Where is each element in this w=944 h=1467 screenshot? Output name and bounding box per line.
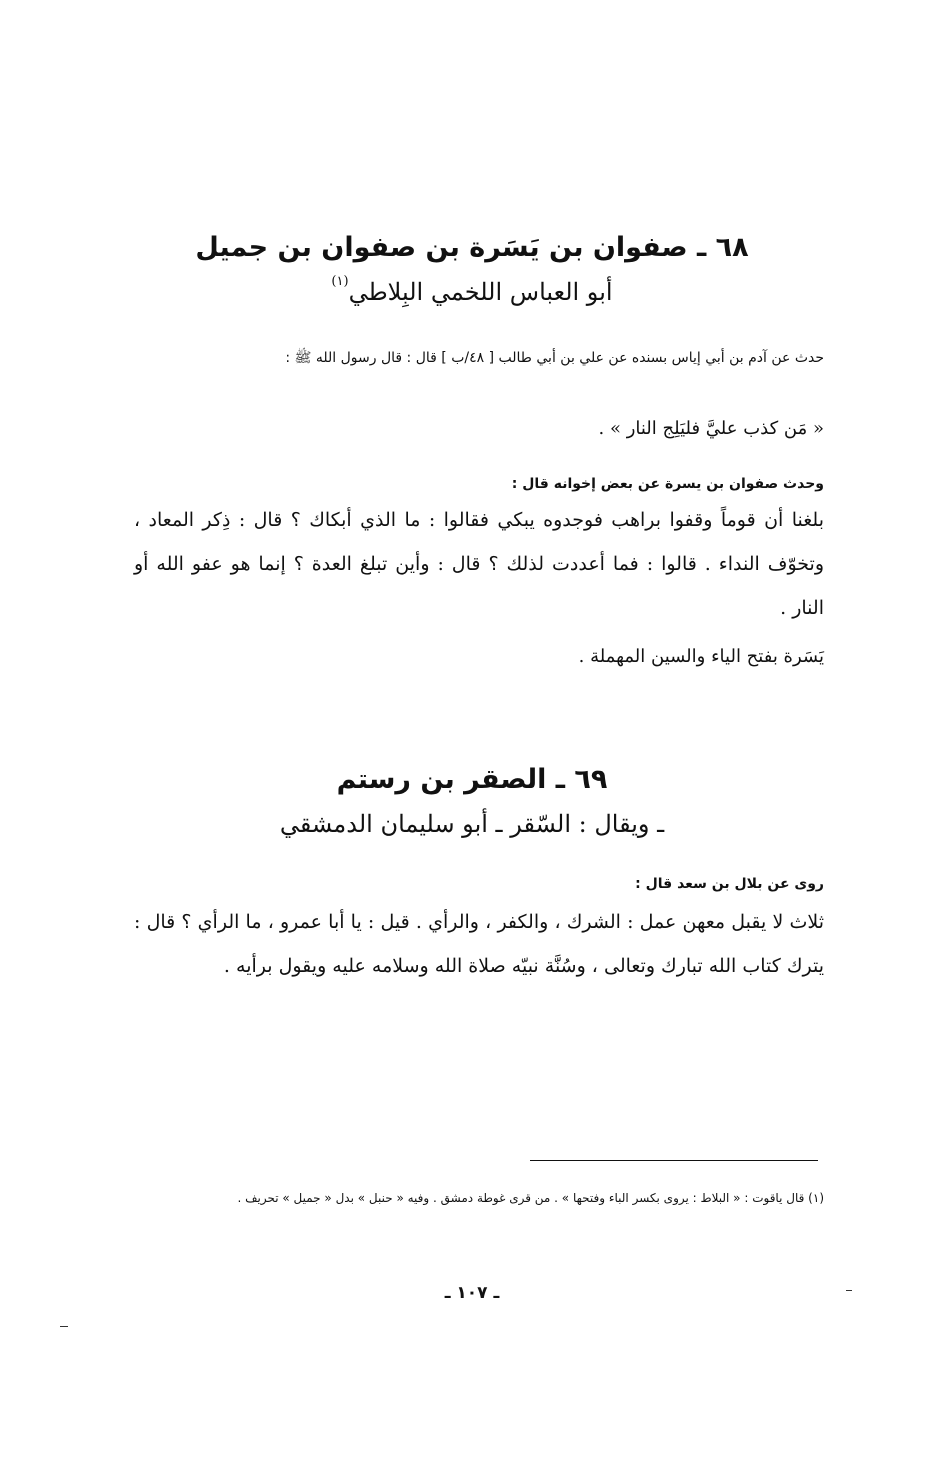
entry-68-title-text: ٦٨ ـ صفوان بن يَسَرة بن صفوان بن جميل <box>195 232 749 263</box>
entry-68-narration: حدث عن آدم بن أبي إياس بسنده عن علي بن أبي طالب [ ٤٨/ب ] قال : قال رسول الله ﷺ : <box>285 350 824 366</box>
footnote-1: (١) قال ياقوت : « البلاط : يروى بكسر الباء وفتحها » . من قرى غوطة دمشق . وفيه « حنبل » بدل « جميل » تحريف . <box>237 1191 824 1205</box>
entry-68-story: بلغنا أن قوماً وقفوا براهب فوجدوه يبكي فقالوا : ما الذي أبكاك ؟ قال : ذِكر المعاد ، وتخوّف النداء . قالوا : فما أعددت لذلك ؟ قال : وأين تبلغ العدة ؟ إنما هو عفو الله أو النار . <box>134 509 824 619</box>
entry-68-subtitle <box>0 274 944 306</box>
entry-69-subtitle <box>0 810 944 838</box>
entry-69-subtitle-text: ـ ويقال : السّقر ـ أبو سليمان الدمشقي <box>279 810 665 838</box>
entry-69-text: ثلاث لا يقبل معهن عمل : الشرك ، والكفر ، والرأي . قيل : يا أبا عمرو ، ما الرأي ؟ قال : يترك كتاب الله تبارك وتعالى ، وسُنَّة نبيّه صلاة الله وسلامه عليه ويقول برأيه . <box>134 911 824 977</box>
footnote-separator <box>530 1160 818 1161</box>
entry-68-subtitle-text: أبو العباس اللخمي البِلاطي <box>348 278 613 306</box>
entry-69-title-text: ٦٩ ـ الصقر بن رستم <box>336 764 608 795</box>
entry-68-hadith: « مَن كذب عليَّ فليَلِج النار » . <box>598 418 824 439</box>
entry-68-note: يَسَرة بفتح الياء والسين المهملة . <box>578 646 824 667</box>
entry-68-second-isnad: وحدث صفوان بن يسرة عن بعض إخوانه قال : <box>511 476 824 492</box>
entry-68-title <box>0 232 944 263</box>
footnote-marker[interactable]: (١) <box>331 274 349 289</box>
scan-speck <box>846 1290 852 1291</box>
page-number: ـ ١٠٧ ـ <box>444 1283 500 1303</box>
scan-speck <box>60 1326 68 1327</box>
entry-69-isnad: روى عن بلال بن سعد قال : <box>635 876 824 892</box>
entry-69-title <box>0 764 944 795</box>
